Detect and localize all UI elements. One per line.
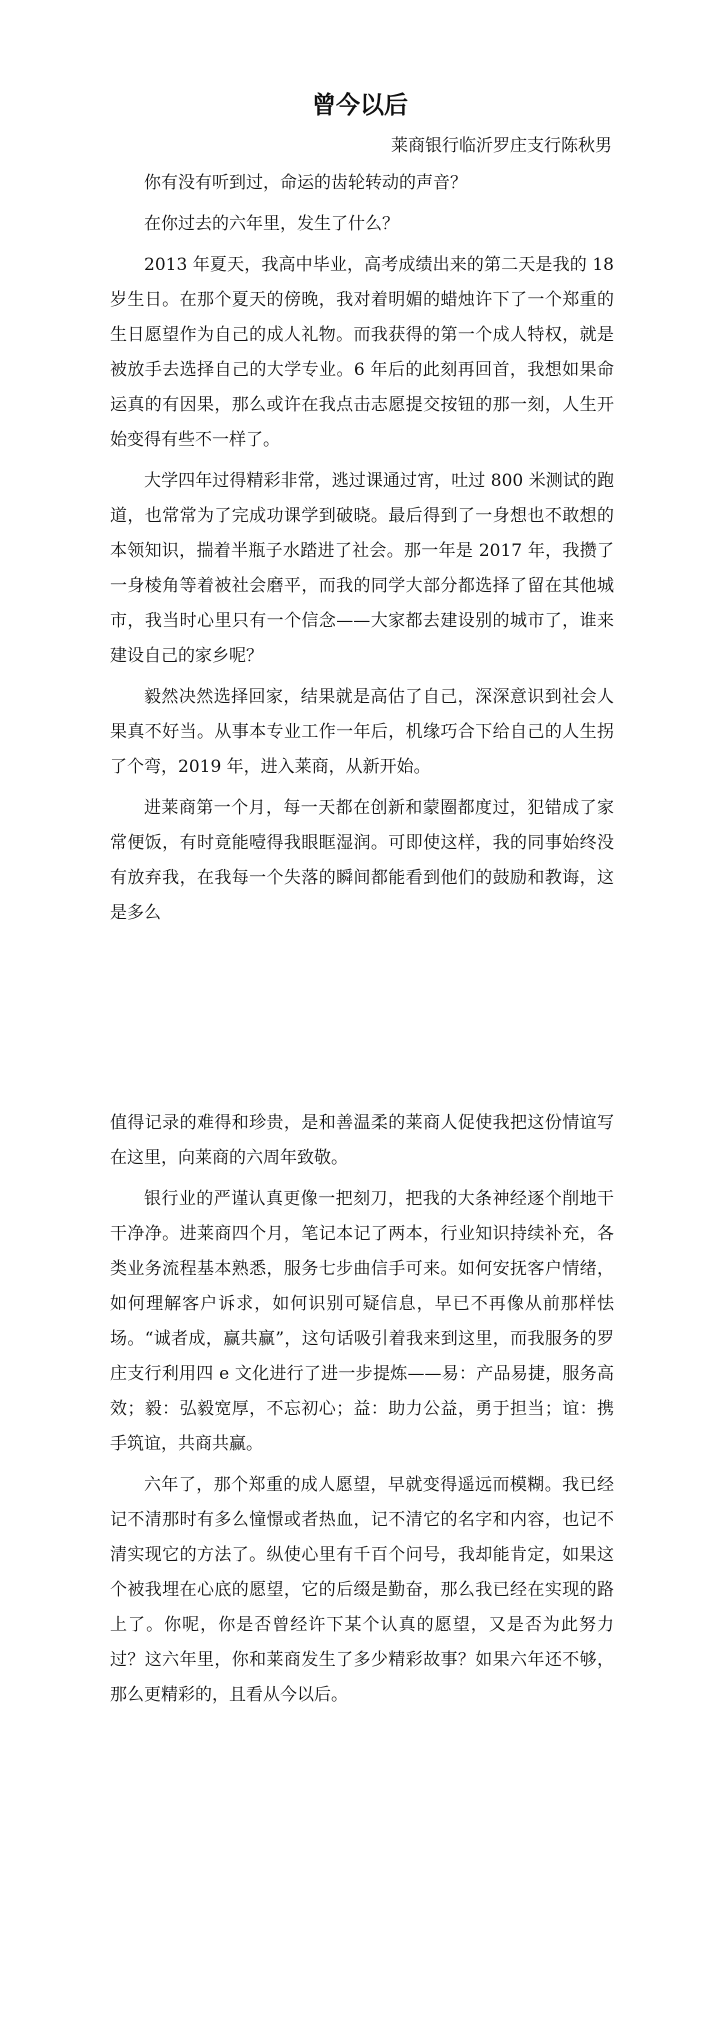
article-title: 曾今以后 xyxy=(312,91,408,119)
article-body-part-2 xyxy=(110,1106,614,1713)
paragraph: 你有没有听到过，命运的齿轮转动的声音？ xyxy=(144,173,467,193)
paragraph: 毅然决然选择回家，结果就是高估了自己，深深意识到社会人果真不好当。从事本专业工作一年后，机缘巧合下给自己的人生拐了个弯，2019 年，进入莱商，从新开始。 xyxy=(110,687,614,777)
paragraph: 在你过去的六年里，发生了什么？ xyxy=(144,214,399,234)
paragraph: 六年了，那个郑重的成人愿望，早就变得遥远而模糊。我已经记不清那时有多么憧憬或者热血，记不清它的名字和内容，也记不清实现它的方法了。纵使心里有千百个问号，我却能肯定，如果这个被我埋在心底的愿望，它的后缀是勤奋，那么我已经在实现的路上了。你呢，你是否曾经许下某个认真的愿望，又是否为此努力过？这六年里，你和莱商发生了多少精彩故事？如果六年还不够，那么更精彩的，且看从今以后。 xyxy=(110,1475,614,1705)
paragraph: 进莱商第一个月，每一天都在创新和蒙圈都度过，犯错成了家常便饭，有时竟能噎得我眼眶湿润。可即使这样，我的同事始终没有放弃我，在我每一个失落的瞬间都能看到他们的鼓励和教诲，这是多么 xyxy=(110,798,614,923)
author-line: 莱商银行临沂罗庄支行陈秋男 xyxy=(391,136,612,156)
paragraph: 大学四年过得精彩非常，逃过课通过宵，吐过 800 米测试的跑道，也常常为了完成功课学到破晓。最后得到了一身想也不敢想的本领知识，揣着半瓶子水踏进了社会。那一年是 2017 年，我攒了一身棱角等着被社会磨平，而我的同学大部分都选择了留在其他城市，我当时心里只有一个信念——大家都去建设别的城市了，谁来建设自己的家乡呢？ xyxy=(110,471,614,666)
paragraph: 银行业的严谨认真更像一把刻刀，把我的大条神经逐个削地干干净净。进莱商四个月，笔记本记了两本，行业知识持续补充，各类业务流程基本熟悉，服务七步曲信手可来。如何安抚客户情绪，如何理解客户诉求，如何识别可疑信息，早已不再像从前那样怯场。“诚者成，赢共赢”，这句话吸引着我来到这里，而我服务的罗庄支行利用四 e 文化进行了进一步提炼——易：产品易捷，服务高效；毅：弘毅宽厚，不忘初心；益：助力公益，勇于担当；谊：携手筑谊，共商共赢。 xyxy=(110,1189,614,1454)
paragraph: 2013 年夏天，我高中毕业，高考成绩出来的第二天是我的 18 岁生日。在那个夏天的傍晚，我对着明媚的蜡烛许下了一个郑重的生日愿望作为自己的成人礼物。而我获得的第一个成人特权，就是被放手去选择自己的大学专业。6 年后的此刻再回首，我想如果命运真的有因果，那么或许在我点击志愿提交按钮的那一刻，人生开始变得有些不一样了。 xyxy=(110,255,614,450)
article-body-part-1 xyxy=(110,166,614,931)
paragraph-continuation: 值得记录的难得和珍贵，是和善温柔的莱商人促使我把这份情谊写在这里，向莱商的六周年致敬。 xyxy=(110,1113,614,1168)
